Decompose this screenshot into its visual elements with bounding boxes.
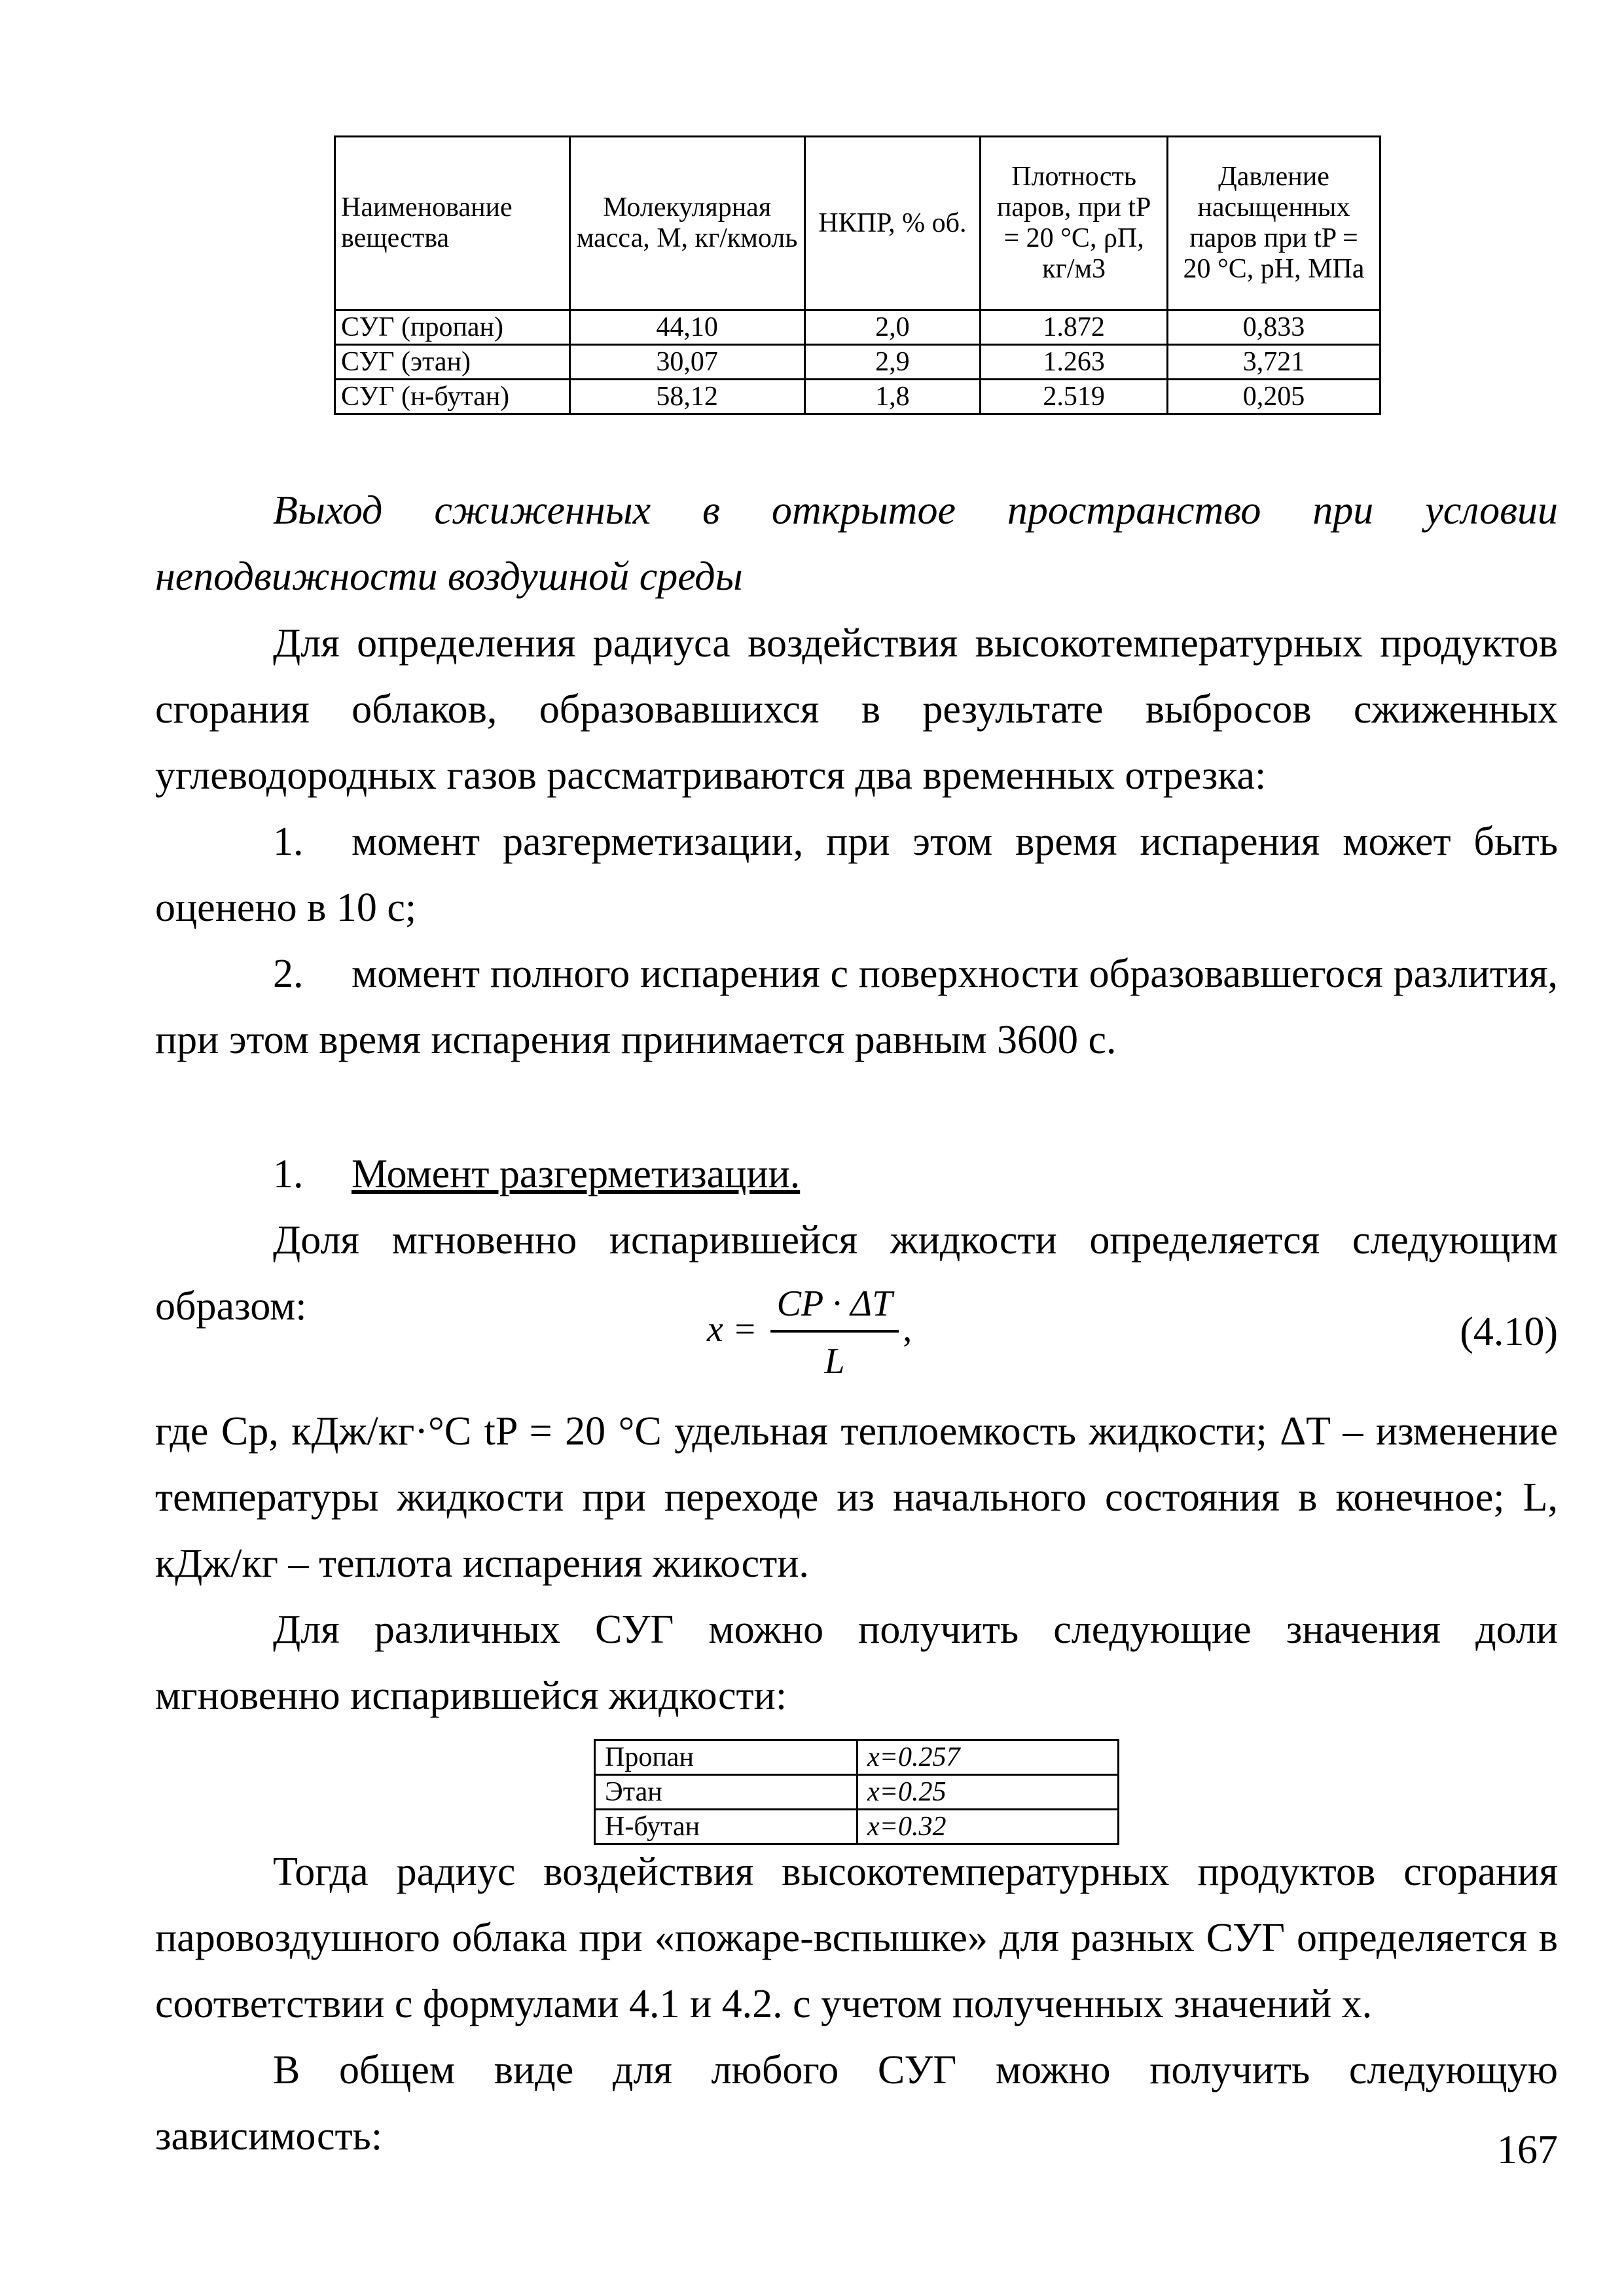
cell: 30,07 — [569, 345, 804, 380]
list-number: 2. — [273, 952, 304, 996]
cell: 0,833 — [1167, 310, 1380, 345]
fraction — [770, 1283, 899, 1382]
cell: 1.263 — [981, 345, 1168, 380]
table-row — [335, 310, 1380, 345]
cell: x=0.32 — [857, 1810, 1119, 1844]
list-text: момент разгерметизации, при этом время испарения может быть оценено в 10 с; — [155, 819, 1558, 930]
formula-lhs: x = — [707, 1308, 757, 1350]
paragraph: Доля мгновенно испарившейся жидкости определяется следующим образом: — [155, 1218, 1558, 1329]
table-row — [335, 380, 1380, 414]
cell: 1.872 — [981, 310, 1168, 345]
list-item — [155, 809, 1558, 941]
formula — [707, 1283, 912, 1382]
cell: 58,12 — [569, 380, 804, 414]
properties-table — [334, 135, 1381, 415]
paragraph: Для различных СУГ можно получить следующие значения доли мгновенно испарившейся жидкости: — [155, 1607, 1558, 1718]
list-item — [155, 941, 1558, 1073]
table-row — [335, 345, 1380, 380]
table-row — [595, 1740, 1119, 1775]
col-header: Плотность паров, при tP = 20 °C, ρП, кг/м3 — [981, 137, 1168, 310]
cell: 1,8 — [804, 380, 981, 414]
table-header-row — [335, 137, 1380, 310]
equation-number: (4.10) — [1460, 1310, 1558, 1354]
numerator: CP · ΔT — [770, 1283, 899, 1333]
cell: Пропан — [595, 1740, 857, 1775]
cell: 44,10 — [569, 310, 804, 345]
col-header: Давление насыщенных паров при tP = 20 °C, pН, МПа — [1167, 137, 1380, 310]
cell: 2,9 — [804, 345, 981, 380]
cell: 2.519 — [981, 380, 1168, 414]
paragraph: где Cp, кДж/кг·°C tP = 20 °C удельная теплоемкость жидкости; ΔT – изменение температуры жидкости при переходе из начального состояния в конечное; L, кДж/кг – теплота испарения жикости. — [155, 1409, 1558, 1586]
flash-fraction-table — [594, 1739, 1119, 1845]
paragraph: В общем виде для любого СУГ можно получить следующую зависимость: — [155, 2048, 1558, 2159]
list-text: момент полного испарения с поверхности образовавшегося разлития, при этом время испарения принимается равным 3600 с. — [155, 952, 1558, 1062]
section-title: Выход сжиженных в открытое пространство при условии неподвижности воздушной среды — [155, 488, 1558, 599]
formula-comma: , — [903, 1308, 912, 1350]
table-row — [595, 1775, 1119, 1810]
col-header: Молекулярная масса, M, кг/кмоль — [569, 137, 804, 310]
cell: 0,205 — [1167, 380, 1380, 414]
cell: Этан — [595, 1775, 857, 1810]
cell: СУГ (пропан) — [335, 310, 570, 345]
cell: 3,721 — [1167, 345, 1380, 380]
cell: 2,0 — [804, 310, 981, 345]
cell: Н-бутан — [595, 1810, 857, 1844]
cell: x=0.25 — [857, 1775, 1119, 1810]
cell: СУГ (этан) — [335, 345, 570, 380]
subheading-text: Момент разгерметизации. — [352, 1152, 801, 1196]
col-header: Наименование вещества — [335, 137, 570, 310]
col-header: НКПР, % об. — [804, 137, 981, 310]
denominator: L — [824, 1341, 845, 1382]
list-number: 1. — [273, 819, 304, 864]
paragraph: Для определения радиуса воздействия высокотемпературных продуктов сгорания облаков, образовавшихся в результате выбросов сжиженных углеводородных газов рассматриваются два временных отрезка: — [155, 621, 1558, 798]
subheading — [155, 1141, 1558, 1208]
cell: СУГ (н-бутан) — [335, 380, 570, 414]
page-number: 167 — [1497, 2128, 1558, 2172]
paragraph: Тогда радиус воздействия высокотемпературных продуктов сгорания паровоздушного облака при «пожаре-вспышке» для разных СУГ определяется в соответствии с формулами 4.1 и 4.2. с учетом полученных значений x. — [155, 1850, 1558, 2026]
subheading-number: 1. — [273, 1152, 304, 1196]
cell: x=0.257 — [857, 1740, 1119, 1775]
